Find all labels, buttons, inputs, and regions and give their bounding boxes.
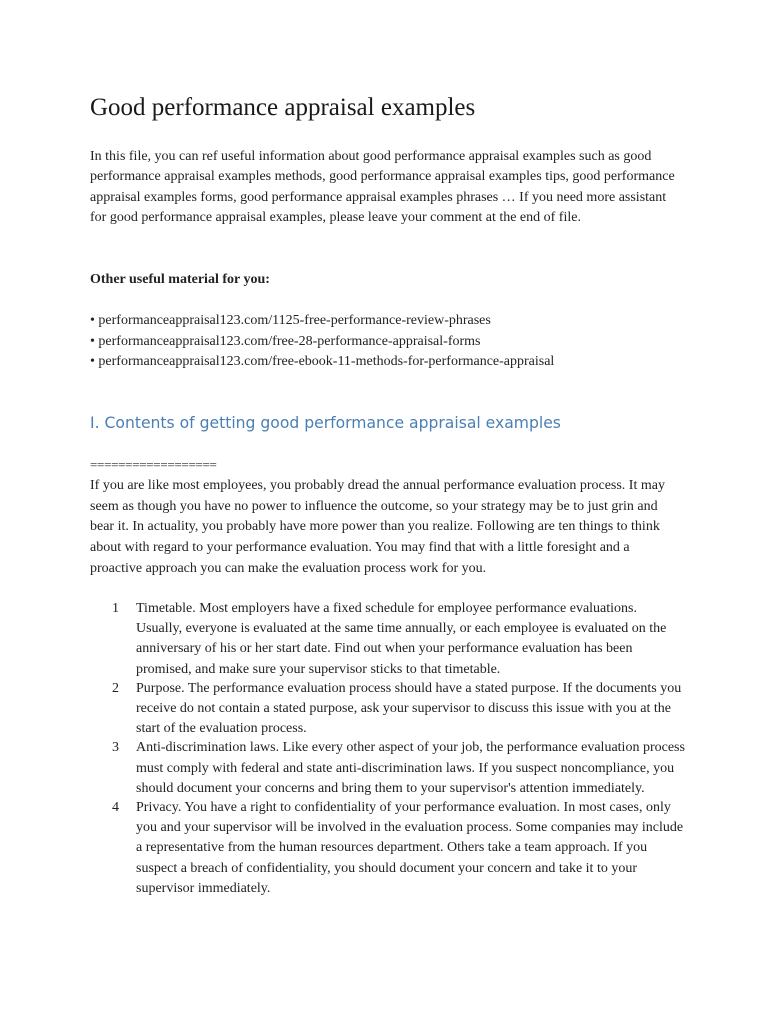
step-text: Privacy. You have a right to confidentiality of your performance evaluation. In most cases, only you and your supervisor will be involved in the evaluation process. Some companies may include a representative from the human resources department. Others take a team approach. If you suspect a breach of confidentiality, you should document your concern and take it to your supervisor immediately. xyxy=(136,800,684,896)
useful-link[interactable]: • performanceappraisal123.com/free-ebook-11-methods-for-performance-appraisal xyxy=(90,354,555,369)
list-item xyxy=(90,738,690,799)
intro-paragraph: In this file, you can ref useful information about good performance appraisal examples such as good performance appraisal examples methods, good performance appraisal examples tips, good performance appraisal examples forms, good performance appraisal examples phrases … If you need more assistant for good performance appraisal examples, please leave your comment at the end of file. xyxy=(90,149,675,226)
step-number: 3 xyxy=(112,740,119,756)
separator-line: ================== xyxy=(90,457,217,472)
section-heading: I. Contents of getting good performance appraisal examples xyxy=(90,414,561,432)
step-text: Purpose. The performance evaluation process should have a stated purpose. If the documents you receive do not contain a stated purpose, ask your supervisor to discuss this issue with you at the start of the evaluation process. xyxy=(136,680,682,737)
list-item xyxy=(90,798,690,899)
steps-list xyxy=(90,599,690,898)
useful-link[interactable]: • performanceappraisal123.com/free-28-performance-appraisal-forms xyxy=(90,333,481,349)
list-item xyxy=(90,679,690,740)
useful-link[interactable]: • performanceappraisal123.com/1125-free-performance-review-phrases xyxy=(90,313,491,328)
body-paragraph: If you are like most employees, you probably dread the annual performance evaluation process. It may seem as though you have no power to influence the outcome, so your strategy may be to just grin and bear it. In actuality, you probably have more power than you realize. Following are ten things to think about with regard to your performance evaluation. You may find that with a little foresight and a proactive approach you can make the evaluation process work for you. xyxy=(90,478,665,576)
step-text: Timetable. Most employers have a fixed schedule for employee performance evaluations. Usually, everyone is evaluated at the same time annually, or each employee is evaluated on the anniversary of his or her start date. Find out when your performance evaluation has been promised, and make sure your supervisor sticks to that timetable. xyxy=(136,601,667,677)
step-number: 4 xyxy=(112,800,119,816)
list-item xyxy=(90,599,690,680)
document-title: Good performance appraisal examples xyxy=(90,94,476,121)
step-number: 2 xyxy=(112,680,119,696)
useful-links-list xyxy=(90,311,554,373)
useful-material-heading: Other useful material for you: xyxy=(90,272,270,287)
step-number: 1 xyxy=(112,601,119,616)
step-text: Anti-discrimination laws. Like every other aspect of your job, the performance evaluation process must comply with federal and state anti-discrimination laws. If you suspect noncompliance, you should document your concerns and bring them to your supervisor's attention immediately. xyxy=(136,740,685,796)
